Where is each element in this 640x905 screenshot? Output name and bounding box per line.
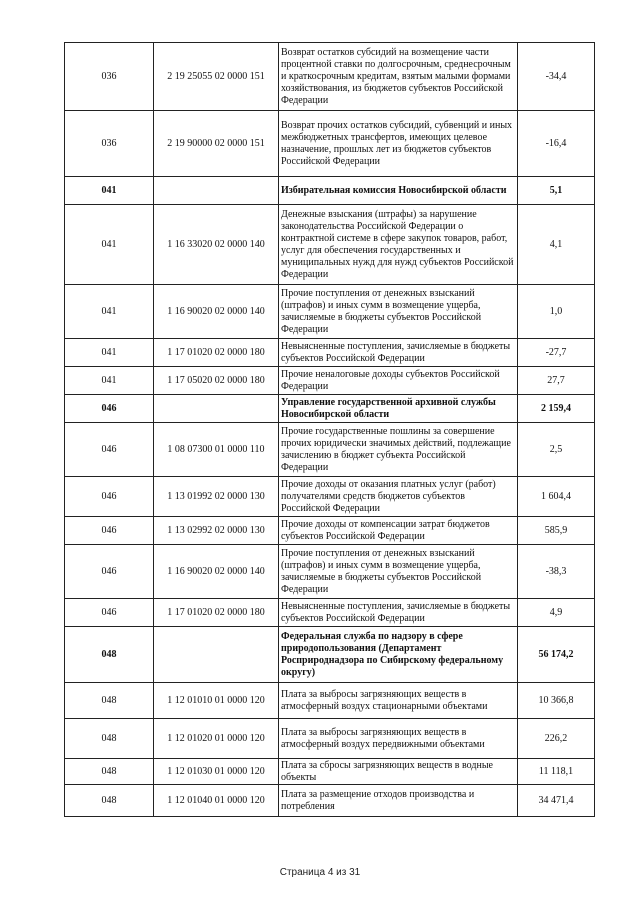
table-row-section	[65, 177, 595, 205]
revenue-name-cell: Плата за сбросы загрязняющих веществ в водные объекты	[279, 759, 518, 785]
table-row-section	[65, 627, 595, 683]
table-row	[65, 599, 595, 627]
amount-cell: 2 159,4	[518, 395, 595, 423]
admin-code-cell: 048	[65, 785, 154, 817]
admin-code-cell: 048	[65, 719, 154, 759]
revenue-name-cell: Невыясненные поступления, зачисляемые в бюджеты субъектов Российской Федерации	[279, 599, 518, 627]
admin-code-cell: 041	[65, 285, 154, 339]
amount-cell: 226,2	[518, 719, 595, 759]
revenue-code-cell: 1 16 90020 02 0000 140	[154, 545, 279, 599]
revenue-name-cell: Возврат остатков субсидий на возмещение части процентной ставки по долгосрочным, среднесрочным и краткосрочным кредитам, взятым малыми формами хозяйствования, из бюджетов субъектов Российской Федерации	[279, 43, 518, 111]
table-row	[65, 111, 595, 177]
table-row	[65, 545, 595, 599]
table-row	[65, 785, 595, 817]
admin-code-cell: 036	[65, 43, 154, 111]
admin-code-cell: 036	[65, 111, 154, 177]
amount-cell: 56 174,2	[518, 627, 595, 683]
admin-code-cell: 048	[65, 759, 154, 785]
revenue-code-cell: 1 17 01020 02 0000 180	[154, 339, 279, 367]
amount-cell: 4,9	[518, 599, 595, 627]
table-row	[65, 285, 595, 339]
admin-code-cell: 046	[65, 395, 154, 423]
amount-cell: 2,5	[518, 423, 595, 477]
revenue-name-cell: Прочие поступления от денежных взысканий (штрафов) и иных сумм в возмещение ущерба, зачисляемые в бюджеты субъектов Российской Федерации	[279, 545, 518, 599]
revenue-table-body	[65, 43, 595, 817]
revenue-code-cell	[154, 627, 279, 683]
table-row	[65, 43, 595, 111]
table-row	[65, 423, 595, 477]
revenue-name-cell: Денежные взыскания (штрафы) за нарушение законодательства Российской Федерации о контрактной системе в сфере закупок товаров, работ, услуг для обеспечения государственных и муниципальных нужд для нужд субъектов Российской Федерации	[279, 205, 518, 285]
page-footer	[0, 867, 640, 878]
admin-code-cell: 041	[65, 205, 154, 285]
table-row	[65, 517, 595, 545]
revenue-code-cell	[154, 177, 279, 205]
amount-cell: -38,3	[518, 545, 595, 599]
revenue-name-cell: Управление государственной архивной службы Новосибирской области	[279, 395, 518, 423]
page-number-label: Страница 4 из 31	[279, 867, 361, 878]
revenue-name-cell: Прочие доходы от оказания платных услуг (работ) получателями средств бюджетов субъектов Российской Федерации	[279, 477, 518, 517]
revenue-code-cell: 1 17 01020 02 0000 180	[154, 599, 279, 627]
revenue-name-cell: Плата за выбросы загрязняющих веществ в атмосферный воздух передвижными объектами	[279, 719, 518, 759]
amount-cell: 34 471,4	[518, 785, 595, 817]
admin-code-cell: 046	[65, 545, 154, 599]
revenue-code-cell: 1 16 33020 02 0000 140	[154, 205, 279, 285]
admin-code-cell: 048	[65, 627, 154, 683]
revenue-code-cell: 1 16 90020 02 0000 140	[154, 285, 279, 339]
revenue-code-cell: 2 19 90000 02 0000 151	[154, 111, 279, 177]
table-row	[65, 367, 595, 395]
amount-cell: 11 118,1	[518, 759, 595, 785]
amount-cell: 4,1	[518, 205, 595, 285]
revenue-name-cell: Прочие государственные пошлины за совершение прочих юридически значимых действий, подлежащие зачислению в бюджет субъекта Российской Федерации	[279, 423, 518, 477]
admin-code-cell: 048	[65, 683, 154, 719]
revenue-code-cell: 1 12 01030 01 0000 120	[154, 759, 279, 785]
table-row	[65, 683, 595, 719]
admin-code-cell: 046	[65, 423, 154, 477]
amount-cell: 1 604,4	[518, 477, 595, 517]
amount-cell: 5,1	[518, 177, 595, 205]
revenue-name-cell: Избирательная комиссия Новосибирской области	[279, 177, 518, 205]
table-row	[65, 719, 595, 759]
revenue-name-cell: Федеральная служба по надзору в сфере природопользования (Департамент Росприроднадзора по Сибирскому федеральному округу)	[279, 627, 518, 683]
revenue-code-cell: 1 13 02992 02 0000 130	[154, 517, 279, 545]
amount-cell: -16,4	[518, 111, 595, 177]
admin-code-cell: 046	[65, 599, 154, 627]
table-row	[65, 205, 595, 285]
admin-code-cell: 041	[65, 339, 154, 367]
revenue-table	[64, 42, 595, 817]
amount-cell: -34,4	[518, 43, 595, 111]
revenue-name-cell: Плата за размещение отходов производства и потребления	[279, 785, 518, 817]
revenue-name-cell: Плата за выбросы загрязняющих веществ в атмосферный воздух стационарными объектами	[279, 683, 518, 719]
revenue-code-cell: 1 17 05020 02 0000 180	[154, 367, 279, 395]
revenue-code-cell: 2 19 25055 02 0000 151	[154, 43, 279, 111]
table-row	[65, 339, 595, 367]
table-row	[65, 759, 595, 785]
table-row-section	[65, 395, 595, 423]
amount-cell: 10 366,8	[518, 683, 595, 719]
revenue-name-cell: Невыясненные поступления, зачисляемые в бюджеты субъектов Российской Федерации	[279, 339, 518, 367]
revenue-code-cell: 1 13 01992 02 0000 130	[154, 477, 279, 517]
amount-cell: 1,0	[518, 285, 595, 339]
revenue-code-cell: 1 12 01040 01 0000 120	[154, 785, 279, 817]
amount-cell: 585,9	[518, 517, 595, 545]
revenue-code-cell: 1 08 07300 01 0000 110	[154, 423, 279, 477]
revenue-code-cell: 1 12 01010 01 0000 120	[154, 683, 279, 719]
amount-cell: 27,7	[518, 367, 595, 395]
table-row	[65, 477, 595, 517]
admin-code-cell: 046	[65, 517, 154, 545]
amount-cell: -27,7	[518, 339, 595, 367]
admin-code-cell: 041	[65, 367, 154, 395]
revenue-name-cell: Прочие неналоговые доходы субъектов Российской Федерации	[279, 367, 518, 395]
revenue-name-cell: Прочие поступления от денежных взысканий (штрафов) и иных сумм в возмещение ущерба, зачисляемые в бюджеты субъектов Российской Федерации	[279, 285, 518, 339]
revenue-code-cell	[154, 395, 279, 423]
revenue-name-cell: Возврат прочих остатков субсидий, субвенций и иных межбюджетных трансфертов, имеющих целевое назначение, прошлых лет из бюджетов субъектов Российской Федерации	[279, 111, 518, 177]
admin-code-cell: 041	[65, 177, 154, 205]
revenue-name-cell: Прочие доходы от компенсации затрат бюджетов субъектов Российской Федерации	[279, 517, 518, 545]
admin-code-cell: 046	[65, 477, 154, 517]
revenue-code-cell: 1 12 01020 01 0000 120	[154, 719, 279, 759]
